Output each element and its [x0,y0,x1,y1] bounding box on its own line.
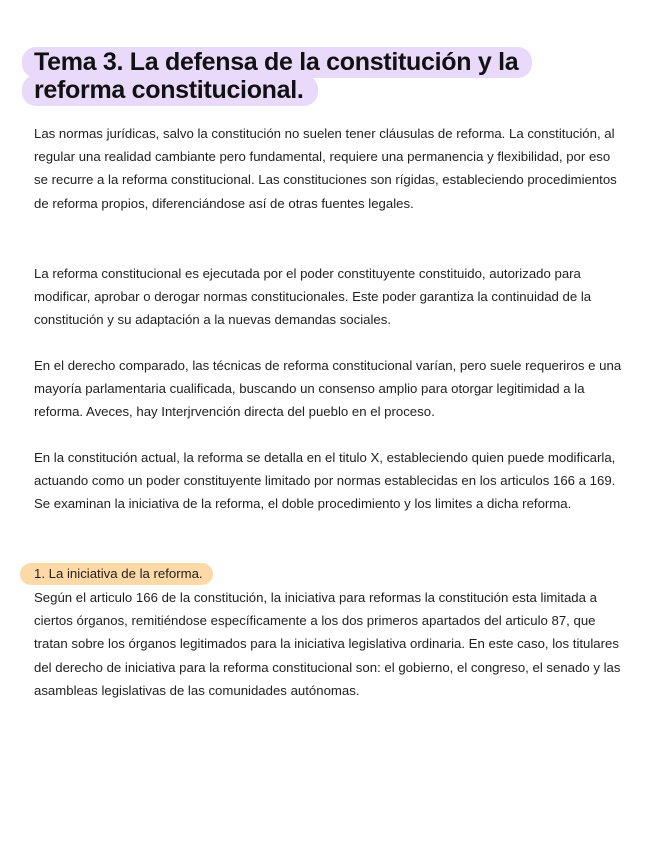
section-heading-initiative: 1. La iniciativa de la reforma. [20,563,213,585]
title-line-1: Tema 3. La defensa de la constitución y la [34,48,519,76]
page-title [22,48,602,104]
paragraph-intro: Las normas jurídicas, salvo la constitución no suelen tener cláusulas de reforma. La constitución, al regular una realidad cambiante pero fundamental, requiere una permanencia y flexibilidad, por eso se recurre a la reforma constitucional. Las constituciones son rígidas, estableciendo procedimientos de reforma propios, diferenciándose así de otras fuentes legales. [34,126,617,211]
paragraph-current-constitution: En la constitución actual, la reforma se detalla en el titulo X, estableciendo quien puede modificarla, actuando como un poder constituyente limitado por normas establecidas en los articulos 166 a 169. Se examinan la iniciativa de la reforma, el doble procedimiento y los limites a dicha reforma. [34,450,616,512]
paragraph-comparative-law: En el derecho comparado, las técnicas de reforma constitucional varían, pero suele requeriros e una mayoría parlamentaria cualificada, buscando un consenso amplio para otorgar legitimidad a la reforma. Aveces, hay Interjrvención directa del pueblo en el proceso. [34,358,622,420]
title-highlight [22,47,532,106]
paragraph-initiative: Según el articulo 166 de la constitución, la iniciativa para reformas la constitución esta limitada a ciertos órganos, remitiéndose específicamente a los dos primeros apartados del articulo 87, que tratan sobre los órganos legitimados para la iniciativa legislativa ordinaria. En este caso, los titulares del derecho de iniciativa para la reforma constitucional son: el gobierno, el congreso, el senado y las asambleas legislativas de las comunidades autónomas. [34,590,621,698]
paragraph-constituent-power: La reforma constitucional es ejecutada por el poder constituyente constituido, autorizado para modificar, aprobar o derogar normas constitucionales. Este poder garantiza la continuidad de la constitución y su adaptación a la nuevas demandas sociales. [34,266,592,328]
title-line-2: reforma constitucional. [34,76,304,104]
